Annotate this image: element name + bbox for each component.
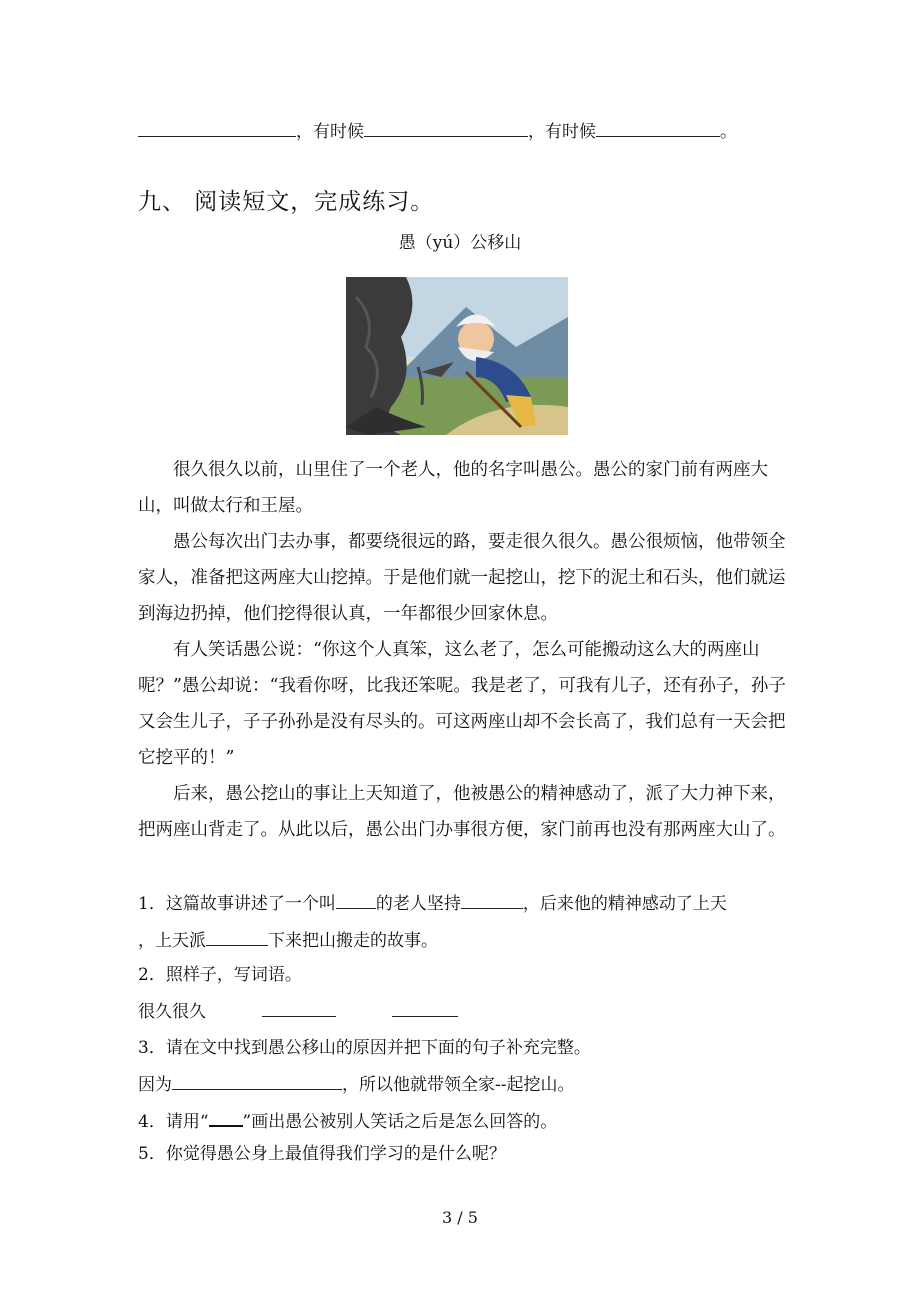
passage-paragraph-1: 很久很久以前，山里住了一个老人，他的名字叫愚公。愚公的家门前有两座大山，叫做太行和王屋。 [138,460,768,516]
q3-blank-reason[interactable] [172,1073,342,1090]
text-sometimes-1: ，有时候 [296,122,364,142]
text-sometimes-2: ，有时候 [528,122,596,142]
question-5: 5．你觉得愚公身上最值得我们学习的是什么呢？ [138,1144,506,1164]
q1-blank-sent[interactable] [206,929,268,946]
question-1-line-2: ，上天派 下来把山搬走的故事。 [138,931,438,951]
q2-blank-1[interactable] [262,1000,336,1017]
passage [138,452,788,848]
question-1-line-1: 1．这篇故事讲述了一个叫 的老人坚持 ，后来他的精神感动了上天 [138,894,727,914]
fill-in-line-top [138,120,737,142]
page-number: 3 / 5 [442,1208,478,1227]
question-3: 3．请在文中找到愚公移山的原因并把下面的句子补充完整。 [138,1038,591,1058]
q1-blank-name[interactable] [336,892,376,909]
q4-underline-sample [209,1109,243,1127]
passage-paragraph-2: 愚公每次出门去办事，都要绕很远的路，要走很久很久。愚公很烦恼，他带领全家人，准备把这两座大山挖掉。于是他们就一起挖山，挖下的泥土和石头，他们就运到海边扔掉，他们挖得很认真，一年都很少回家休息。 [138,532,786,624]
section-heading: 九、 阅读短文，完成练习。 [138,189,435,215]
blank-3[interactable] [596,120,720,137]
text-period: 。 [720,122,737,142]
passage-paragraph-4: 后来，愚公挖山的事让上天知道了，他被愚公的精神感动了，派了大力神下来，把两座山背走了。从此以后，愚公出门办事很方便，家门前再也没有那两座大山了。 [138,784,786,840]
question-2-example-line [138,1000,458,1022]
q2-blank-2[interactable] [392,1000,458,1017]
blank-2[interactable] [364,120,528,137]
blank-1[interactable] [138,120,296,137]
q2-example-word: 很久很久 [138,1002,206,1022]
old-man-digging-illustration [346,277,568,435]
story-title: 愚（yú）公移山 [398,233,522,253]
question-4: 4．请用“ ”画出愚公被别人笑话之后是怎么回答的。 [138,1109,557,1132]
question-3-fill-line: 因为 ，所以他就带领全家--起挖山。 [138,1075,575,1095]
question-2: 2．照样子，写词语。 [138,965,302,985]
q1-blank-persist[interactable] [461,892,523,909]
passage-paragraph-3: 有人笑话愚公说：“你这个人真笨，这么老了，怎么可能搬动这么大的两座山呢？”愚公却说：“我看你呀，比我还笨呢。我是老了，可我有儿子，还有孙子，孙子又会生儿子，子子孙孙是没有尽头的。可这两座山却不会长高了，我们总有一天会把它挖平的！” [138,640,786,768]
